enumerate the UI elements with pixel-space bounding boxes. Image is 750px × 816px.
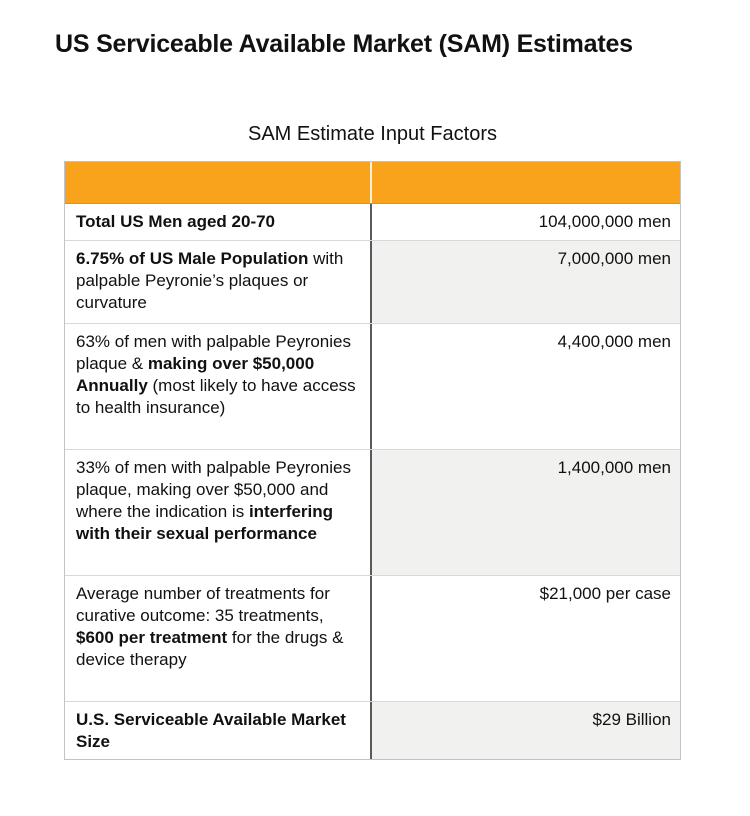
label-segment: Average number of treatments for curative outcome: 35 treatments, (76, 584, 330, 625)
row-value: $21,000 per case (372, 576, 680, 701)
page-title: US Serviceable Available Market (SAM) Estimates (55, 30, 633, 58)
label-bold-segment: U.S. Serviceable Available Market Size (76, 710, 346, 751)
row-value: 104,000,000 men (372, 204, 680, 240)
row-label (65, 702, 372, 759)
table-row (65, 702, 680, 759)
row-value: 7,000,000 men (372, 241, 680, 323)
row-label (65, 450, 372, 575)
table-row (65, 204, 680, 241)
label-segment: 33% of men with palpable Peyronies plaque, making over $50,000 and where the indication is (76, 458, 351, 521)
label-bold-segment: 6.75% of US Male Population (76, 249, 309, 268)
table-caption: SAM Estimate Input Factors (248, 123, 497, 145)
sam-estimates-table (64, 161, 681, 760)
table-row (65, 576, 680, 702)
row-label (65, 204, 372, 240)
label-segment: for the drugs & device therapy (76, 628, 344, 669)
row-label (65, 576, 372, 701)
table-row (65, 324, 680, 450)
label-segment: 63% of men with palpable Peyronies plaque & (76, 332, 351, 373)
row-label (65, 241, 372, 323)
label-segment: (most likely to have access to health insurance) (76, 376, 356, 417)
row-value: 1,400,000 men (372, 450, 680, 575)
label-bold-segment: making over $50,000 Annually (76, 354, 315, 395)
label-bold-segment: interfering with their sexual performance (76, 502, 333, 543)
label-bold-segment: Total US Men aged 20-70 (76, 212, 276, 231)
label-bold-segment: $600 per treatment (76, 628, 228, 647)
header-cell-factor (65, 162, 372, 203)
table-row (65, 450, 680, 576)
row-label (65, 324, 372, 449)
row-value: 4,400,000 men (372, 324, 680, 449)
label-segment: with palpable Peyronie’s plaques or curvature (76, 249, 344, 312)
table-row (65, 241, 680, 324)
table-header-row (65, 162, 680, 204)
table-body (65, 204, 680, 759)
header-cell-value (372, 162, 680, 203)
row-value: $29 Billion (372, 702, 680, 759)
